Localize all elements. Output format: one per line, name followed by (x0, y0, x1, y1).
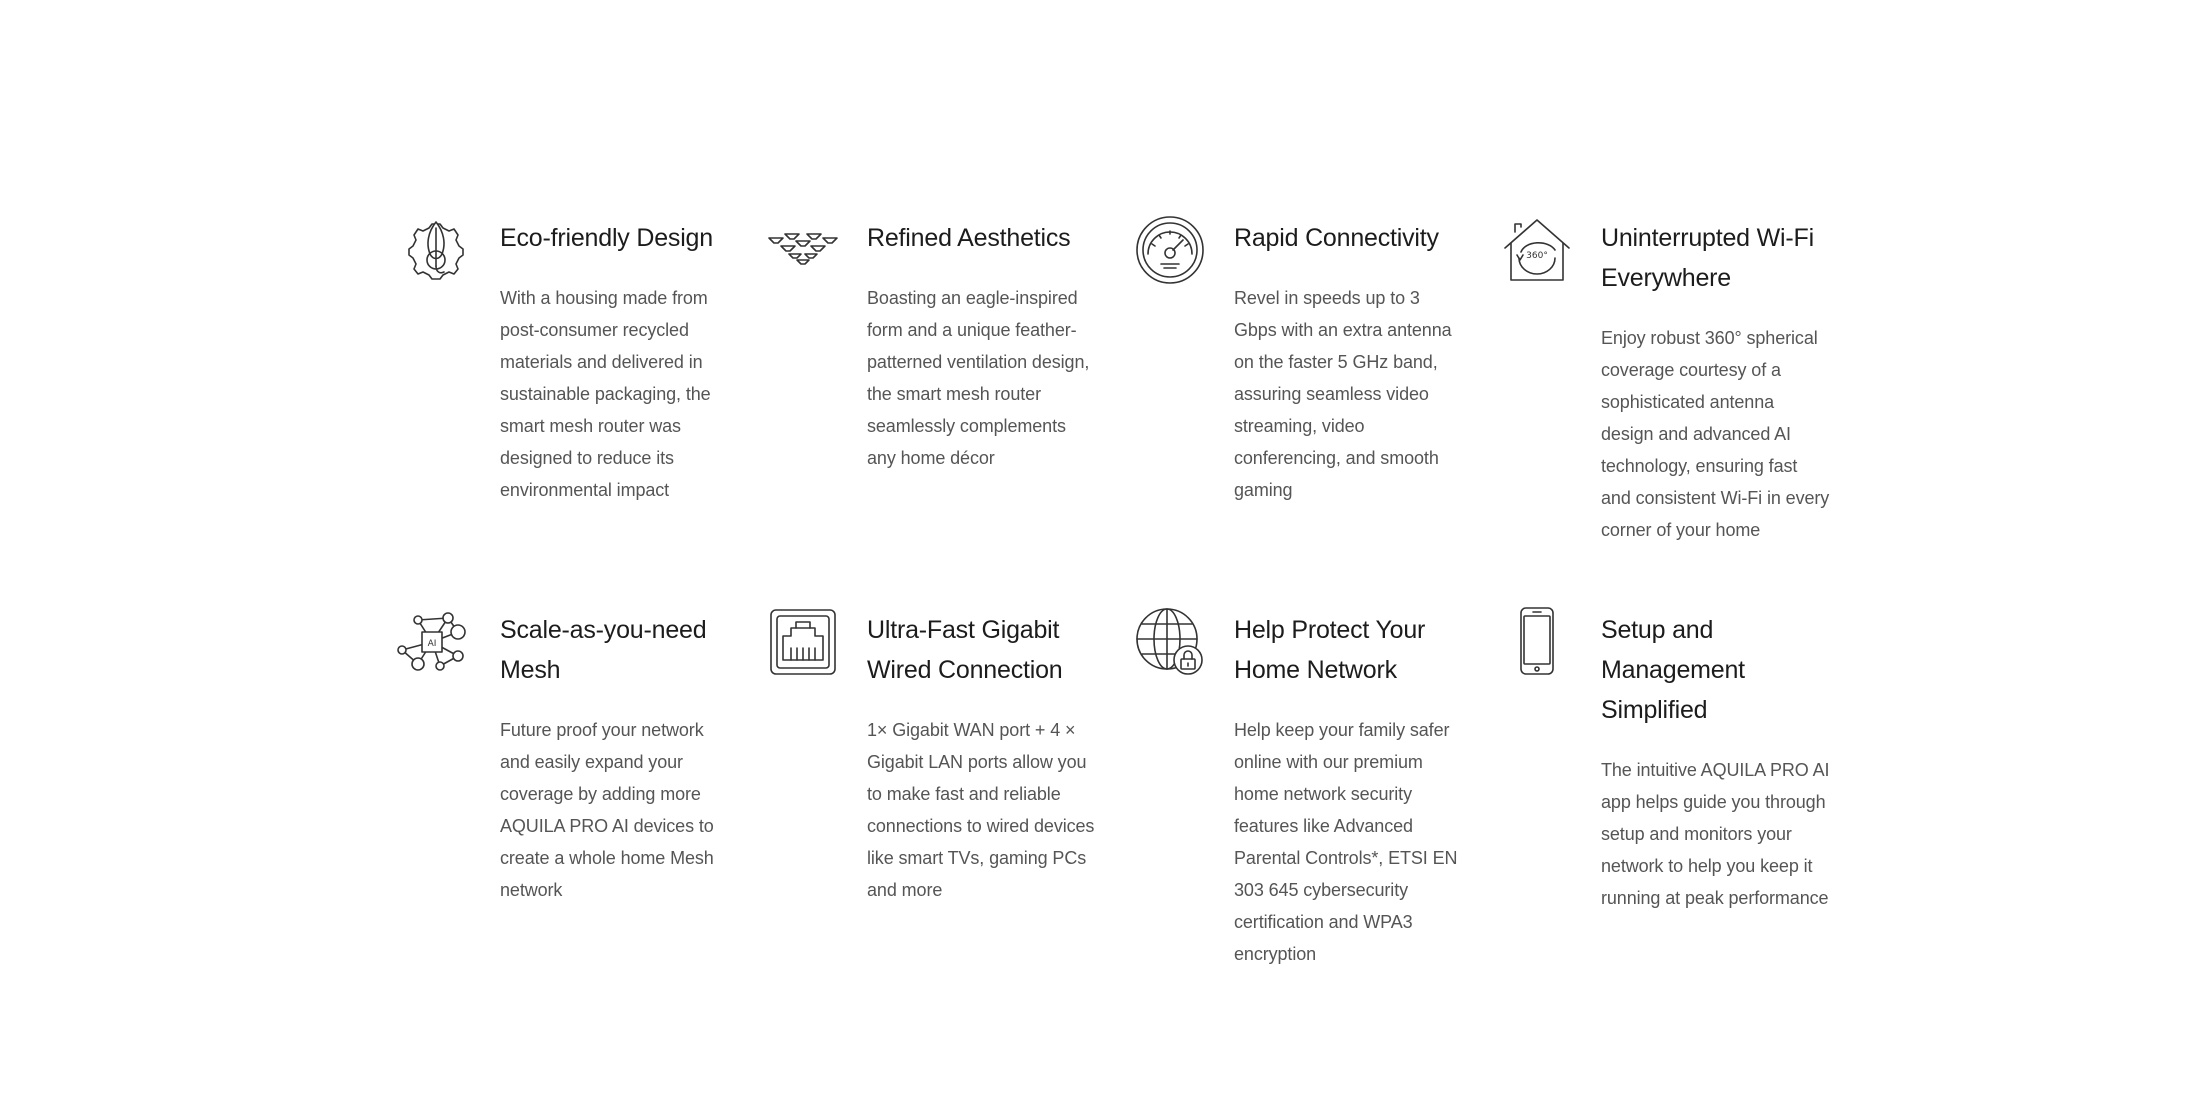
feature-title: Scale-as-you-need Mesh (500, 616, 707, 684)
house-360-icon (1501, 214, 1601, 286)
feature-grid (400, 214, 1860, 1006)
feature-description: The intuitive AQUILA PRO AI app helps guide you through setup and monitors your network to help you keep it running at peak performance (1601, 760, 1830, 908)
feature-gigabit-wired (767, 606, 1134, 1006)
feature-description: Boasting an eagle-inspired form and a unique feather-patterned ventilation design, the smart mesh router seamlessly complements any home décor (867, 288, 1090, 468)
ethernet-port-icon (767, 606, 867, 678)
feature-setup-management (1501, 606, 1868, 1006)
feature-title: Uninterrupted Wi-Fi Everywhere (1601, 224, 1814, 292)
feature-title: Eco-friendly Design (500, 224, 713, 252)
feature-title: Help Protect Your Home Network (1234, 616, 1426, 684)
ai-chip-label: AI (427, 639, 437, 649)
eco-gear-leaf-icon (400, 214, 500, 286)
feature-description: Revel in speeds up to 3 Gbps with an extra antenna on the faster 5 GHz band, assuring seamless video streaming, video conferencing, and smooth gaming (1234, 288, 1452, 500)
smartphone-icon (1501, 606, 1601, 678)
feature-rapid-connectivity (1134, 214, 1501, 606)
feature-description: Enjoy robust 360° spherical coverage courtesy of a sophisticated antenna design and advanced AI technology, ensuring fast and consistent Wi-Fi in every corner of your home (1601, 328, 1830, 540)
globe-lock-icon (1134, 606, 1234, 678)
feature-eco-friendly-design (400, 214, 767, 606)
feature-scale-mesh (400, 606, 767, 1006)
feather-vents-icon (767, 214, 867, 286)
feature-description: 1× Gigabit WAN port + 4 × Gigabit LAN ports allow you to make fast and reliable connections to wired devices like smart TVs, gaming PCs and more (867, 720, 1095, 900)
feature-description: Future proof your network and easily expand your coverage by adding more AQUILA PRO AI devices to create a whole home Mesh network (500, 720, 714, 900)
ai-mesh-network-icon (400, 606, 500, 678)
feature-help-protect (1134, 606, 1501, 1006)
feature-uninterrupted-wifi (1501, 214, 1868, 606)
feature-refined-aesthetics (767, 214, 1134, 606)
speedometer-icon (1134, 214, 1234, 286)
feature-title: Setup and Management Simplified (1601, 616, 1745, 724)
feature-title: Refined Aesthetics (867, 224, 1071, 252)
feature-description: With a housing made from post-consumer recycled materials and delivered in sustainable packaging, the smart mesh router was designed to reduce its environmental impact (500, 288, 711, 500)
feature-title: Ultra-Fast Gigabit Wired Connection (867, 616, 1063, 684)
feature-title: Rapid Connectivity (1234, 224, 1439, 252)
house-360-label: 360° (1526, 251, 1548, 261)
feature-description: Help keep your family safer online with our premium home network security features like Advanced Parental Controls*, ETSI EN 303 645 cybersecurity certification and WPA3 encryption (1234, 720, 1458, 964)
